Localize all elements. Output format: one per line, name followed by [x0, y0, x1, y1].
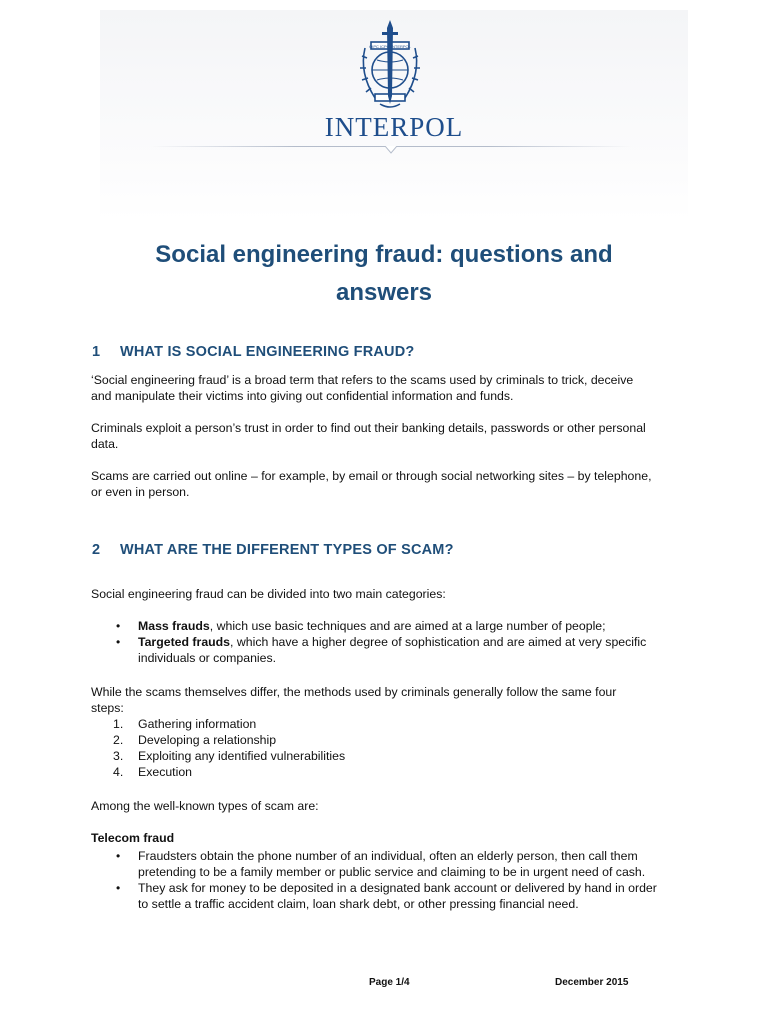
step-item: Execution — [138, 765, 193, 779]
section-2-heading: 2 WHAT ARE THE DIFFERENT TYPES OF SCAM? — [92, 542, 454, 558]
list-bullet: • — [116, 619, 121, 633]
known-types-intro: Among the well-known types of scam are: — [91, 799, 319, 813]
section-1-paragraph-1: ‘Social engineering fraud’ is a broad term that refers to the scams used by criminals to trick, deceive and manipulate their victims into giving out confidential information and funds. — [91, 373, 634, 403]
telecom-bullet-2: They ask for money to be deposited in a designated bank account or delivered by hand in order to settle a traffic accident claim, loan shark debt, or other pressing financial need. — [138, 881, 657, 911]
step-number: 2. — [113, 733, 124, 747]
step-number: 4. — [113, 765, 124, 779]
section-1-paragraph-3: Scams are carried out online – for example, by email or through social networking sites – by telephone, or even in person. — [91, 469, 652, 499]
svg-text:OIPC ICPO INTERPOL: OIPC ICPO INTERPOL — [369, 44, 411, 49]
section-2-intro: Social engineering fraud can be divided into two main categories: — [91, 587, 446, 601]
list-bullet: • — [116, 881, 121, 895]
category-mass-frauds: Mass frauds, which use basic techniques and are aimed at a large number of people; — [138, 619, 606, 633]
step-item: Exploiting any identified vulnerabilities — [138, 749, 346, 763]
page-number: Page 1/4 — [369, 977, 410, 988]
list-bullet: • — [116, 849, 121, 863]
category-targeted-frauds: Targeted frauds, which have a higher degree of sophistication and are aimed at very specific individuals or companies. — [138, 635, 647, 665]
step-item: Developing a relationship — [138, 733, 277, 747]
list-bullet: • — [116, 635, 121, 649]
step-number: 3. — [113, 749, 124, 763]
telecom-fraud-heading: Telecom fraud — [91, 831, 175, 845]
page-title: Social engineering fraud: questions and answers — [155, 241, 613, 306]
document-date: December 2015 — [555, 977, 629, 988]
step-number: 1. — [113, 717, 124, 731]
interpol-logo-text: INTERPOL — [324, 112, 464, 142]
telecom-bullet-1: Fraudsters obtain the phone number of an individual, often an elderly person, then call them pretending to be a family member or public service and claiming to be in urgent need of cash. — [138, 849, 646, 879]
interpol-emblem-icon — [355, 18, 425, 113]
step-item: Gathering information — [138, 717, 257, 731]
section-1-paragraph-2: Criminals exploit a person’s trust in order to find out their banking details, passwords or other personal data. — [91, 421, 646, 451]
steps-intro: While the scams themselves differ, the methods used by criminals generally follow the same four steps: — [91, 685, 617, 715]
header-divider-notch — [385, 146, 397, 154]
section-1-heading: 1 WHAT IS SOCIAL ENGINEERING FRAUD? — [92, 344, 415, 360]
